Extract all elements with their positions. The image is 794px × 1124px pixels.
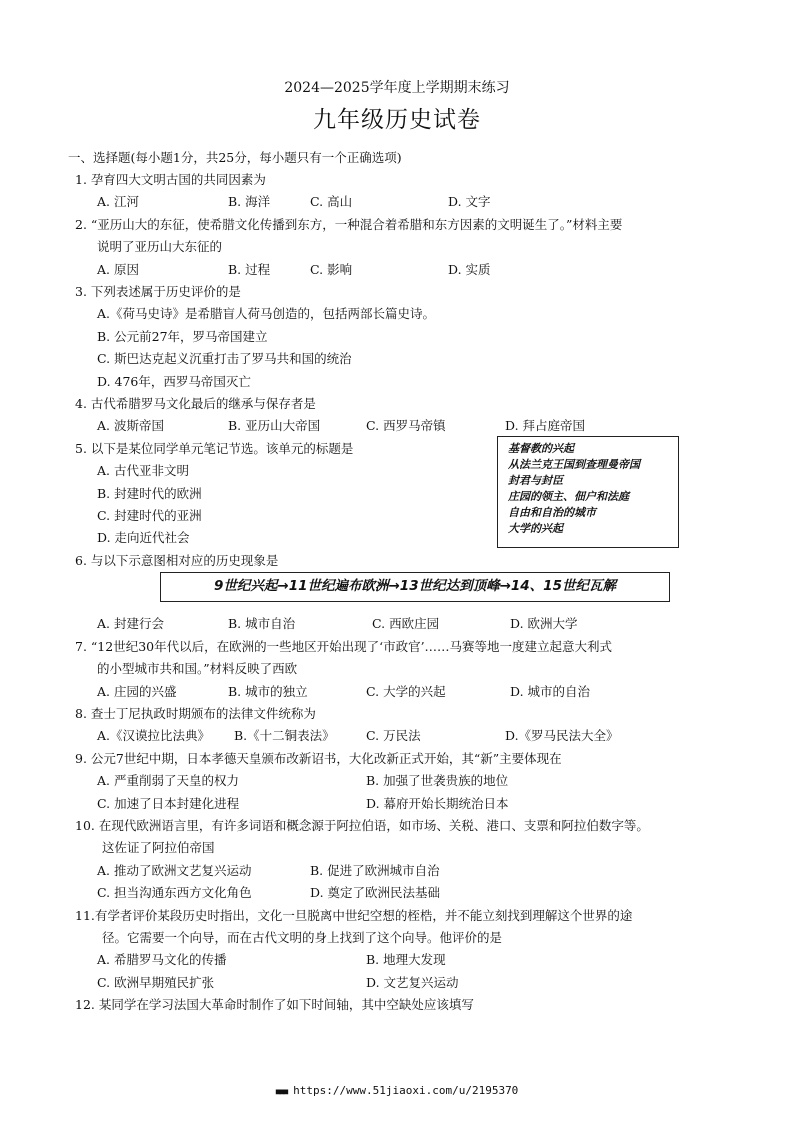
q8-option-c: C. 万民法 [366, 728, 421, 743]
note-line: 基督教的兴起 [508, 442, 574, 455]
q1-option-d: D. 文字 [448, 194, 491, 209]
q11-option-a: A. 希腊罗马文化的传播 [97, 952, 227, 967]
q6-stem: 6. 与以下示意图相对应的历史现象是 [75, 553, 279, 568]
q6-option-b: B. 城市自治 [228, 616, 296, 631]
q11-stem: 11.有学者评价某段历史时指出，文化一旦脱离中世纪空想的桎梏，并不能立刻找到理解这个世界的途 [75, 908, 633, 923]
q4-option-d: D. 拜占庭帝国 [505, 418, 586, 433]
q10-option-d: D. 奠定了欧洲民法基础 [310, 885, 441, 900]
q2-option-b: B. 过程 [228, 262, 271, 277]
q2-stem: 2. “亚历山大的东征，使希腊文化传播到东方，一种混合着希腊和东方因素的文明诞生了。”材料主要 [75, 217, 623, 232]
footer [0, 1084, 794, 1097]
q11-option-b: B. 地理大发现 [366, 952, 446, 967]
q2-option-a: A. 原因 [97, 262, 139, 277]
q8-option-a: A.《汉谟拉比法典》 [97, 728, 211, 743]
q2-option-c: C. 影响 [310, 262, 353, 277]
q6-option-a: A. 封建行会 [97, 616, 164, 631]
section-heading: 一、选择题(每小题1分，共25分，每小题只有一个正确选项) [68, 150, 402, 165]
q7-option-b: B. 城市的独立 [228, 684, 308, 699]
q11-option-c: C. 欧洲早期殖民扩张 [97, 975, 215, 990]
q11-stem-cont: 径。它需要一个向导，而在古代文明的身上找到了这个向导。他评价的是 [102, 930, 503, 945]
q7-option-a: A. 庄园的兴盛 [97, 684, 177, 699]
q7-stem-cont: 的小型城市共和国。”材料反映了西欧 [97, 661, 298, 676]
q6-option-d: D. 欧洲大学 [510, 616, 578, 631]
note-line: 从法兰克王国到查理曼帝国 [508, 458, 640, 471]
q7-option-d: D. 城市的自治 [510, 684, 591, 699]
note-line: 封君与封臣 [508, 474, 563, 487]
q5-option-a: A. 古代亚非文明 [97, 463, 189, 478]
q3-option-a: A.《荷马史诗》是希腊盲人荷马创造的，包括两部长篇史诗。 [97, 306, 436, 321]
q9-option-b: B. 加强了世袭贵族的地位 [366, 773, 509, 788]
q7-stem: 7. “12世纪30年代以后，在欧洲的一些地区开始出现了‘市政官’……马赛等地一度建立起意大利式 [75, 639, 613, 654]
q10-option-a: A. 推动了欧洲文艺复兴运动 [97, 863, 252, 878]
q1-option-a: A. 江河 [97, 194, 139, 209]
q10-stem-cont: 这佐证了阿拉伯帝国 [102, 840, 215, 855]
q11-option-d: D. 文艺复兴运动 [366, 975, 459, 990]
q4-option-c: C. 西罗马帝镇 [366, 418, 446, 433]
q9-option-c: C. 加速了日本封建化进程 [97, 796, 240, 811]
q3-option-c: C. 斯巴达克起义沉重打击了罗马共和国的统治 [97, 351, 352, 366]
q3-option-b: B. 公元前27年，罗马帝国建立 [97, 329, 268, 344]
q10-option-b: B. 促进了欧洲城市自治 [310, 863, 440, 878]
q2-stem-cont: 说明了亚历山大东征的 [97, 239, 223, 254]
q1-stem: 1. 孕育四大文明古国的共同因素为 [75, 172, 266, 187]
q5-option-b: B. 封建时代的欧洲 [97, 486, 202, 501]
q7-option-c: C. 大学的兴起 [366, 684, 446, 699]
q4-option-a: A. 波斯帝国 [97, 418, 164, 433]
q5-option-c: C. 封建时代的亚洲 [97, 508, 202, 523]
q4-stem: 4. 古代希腊罗马文化最后的继承与保存者是 [75, 396, 316, 411]
unit-notes-box [497, 436, 679, 548]
q9-option-d: D. 幕府开始长期统治日本 [366, 796, 509, 811]
q12-stem: 12. 某同学在学习法国大革命时制作了如下时间轴，其中空缺处应该填写 [75, 997, 474, 1012]
q10-option-c: C. 担当沟通东西方文化角色 [97, 885, 252, 900]
q1-option-b: B. 海洋 [228, 194, 271, 209]
q6-option-c: C. 西欧庄园 [372, 616, 440, 631]
q5-option-d: D. 走向近代社会 [97, 530, 190, 545]
q4-option-b: B. 亚历山大帝国 [228, 418, 321, 433]
q5-stem: 5. 以下是某位同学单元笔记节选。该单元的标题是 [75, 441, 354, 456]
q3-option-d: D. 476年，西罗马帝国灭亡 [97, 374, 251, 389]
timeline-diagram: 9世纪兴起→11世纪遍布欧洲→13世纪达到顶峰→14、15世纪瓦解 [160, 572, 670, 602]
note-line: 庄园的领主、佃户和法庭 [508, 490, 629, 503]
exam-subtitle: 2024—2025学年度上学期期末练习 [284, 80, 510, 96]
note-line: 自由和自治的城市 [508, 506, 596, 519]
q8-option-b: B.《十二铜表法》 [234, 728, 335, 743]
q10-stem: 10. 在现代欧洲语言里，有许多词语和概念源于阿拉伯语，如市场、关税、港口、支票和阿拉伯数字等。 [75, 818, 649, 833]
footer-url[interactable]: https://www.51jiaoxi.com/u/2195370 [293, 1084, 519, 1097]
q9-option-a: A. 严重削弱了天皇的权力 [97, 773, 239, 788]
q8-option-d: D.《罗马民法大全》 [505, 728, 619, 743]
exam-title: 九年级历史试卷 [313, 107, 481, 133]
q2-option-d: D. 实质 [448, 262, 491, 277]
note-line: 大学的兴起 [508, 522, 563, 535]
q8-stem: 8. 查士丁尼执政时期颁布的法律文件统称为 [75, 706, 316, 721]
watermark-marks: ■■■ [275, 1087, 288, 1096]
q9-stem: 9. 公元7世纪中期，日本孝德天皇颁布改新诏书，大化改新正式开始，其“新”主要体现在 [75, 751, 562, 766]
q3-stem: 3. 下列表述属于历史评价的是 [75, 284, 241, 299]
q1-option-c: C. 高山 [310, 194, 353, 209]
